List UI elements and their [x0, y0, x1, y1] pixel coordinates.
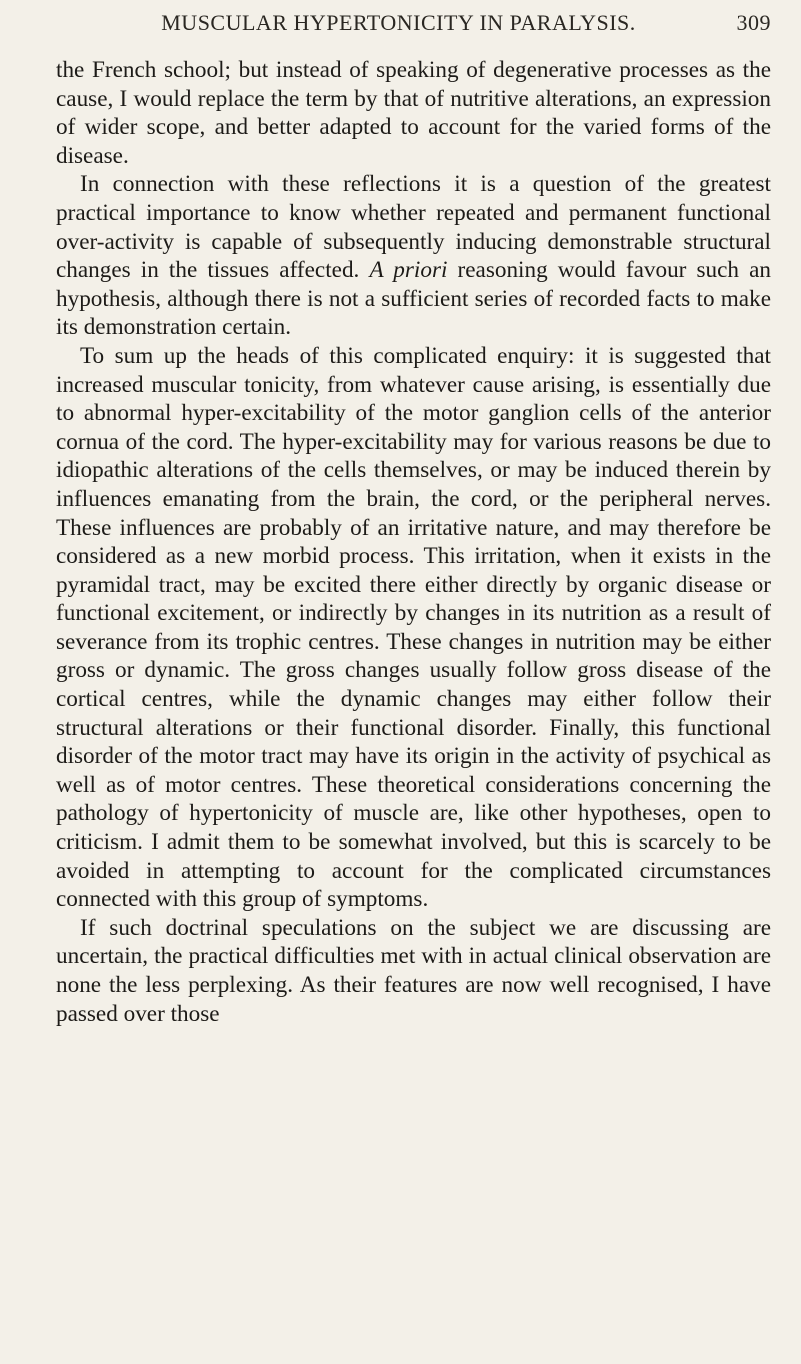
running-head-title: MUSCULAR HYPERTONICITY IN PARALYSIS.: [161, 10, 636, 35]
paragraph-4: [56, 914, 771, 1028]
paragraph-4-text: If such doctrinal speculations on the subject we are discussing are uncertain, the practical difficulties met with in actual clinical observation are none the less perplexing. As their features are now well recognised, I have passed over those: [56, 914, 771, 1027]
paragraph-3-text: To sum up the heads of this complicated enquiry: it is suggested that increased muscular tonicity, from whatever cause arising, is essentially due to abnormal hyper-excitability of the motor ganglion cells of the anterior cornua of the cord. The hyper-excitability may for various reasons be due to idiopathic alterations of the cells themselves, or may be induced therein by influences emanating from the brain, the cord, or the peripheral nerves. These influences are probably of an irritative nature, and may therefore be considered as a new morbid process. This irritation, when it exists in the pyramidal tract, may be excited there either directly by organic disease or functional excitement, or indirectly by changes in its nutrition as a result of severance from its trophic centres. These changes in nutrition may be either gross or dynamic. The gross changes usually follow gross disease of the cortical centres, while the dynamic changes may either follow their structural alterations or their functional disorder. Finally, this functional disorder of the motor tract may have its origin in the activity of psychical as well as of motor centres. These theoretical considerations concerning the pathology of hypertonicity of muscle are, like other hypotheses, open to criticism. I admit them to be somewhat involved, but this is scarcely to be avoided in attempting to account for the complicated circumstances connected with this group of symptoms.: [56, 342, 771, 913]
paragraph-2-italic: A priori: [369, 257, 448, 284]
paragraph-1: [56, 56, 771, 170]
paragraph-1-text: the French school; but instead of speaking of degenerative processes as the cause, I would replace the term by that of nutritive alterations, an expression of wider scope, and better adapted to account for the varied forms of the disease.: [56, 57, 771, 169]
paragraph-2-text: reasoning would favour such an hypothesis, although there is not a sufficient series of recorded facts to make its demonstration certain.: [56, 257, 771, 341]
paragraph-3: [56, 342, 771, 914]
paragraph-2: [56, 170, 771, 342]
running-head: [56, 10, 771, 50]
page-number: 309: [736, 10, 771, 35]
paragraph-2-lead: In connection with these reflections it is a question of the greatest practical importance to know whether repeated and permanent functional over-activity is capable of subsequently inducing demonstrable structural changes in the tissues affected.: [56, 171, 771, 284]
body-text: [56, 56, 771, 1028]
